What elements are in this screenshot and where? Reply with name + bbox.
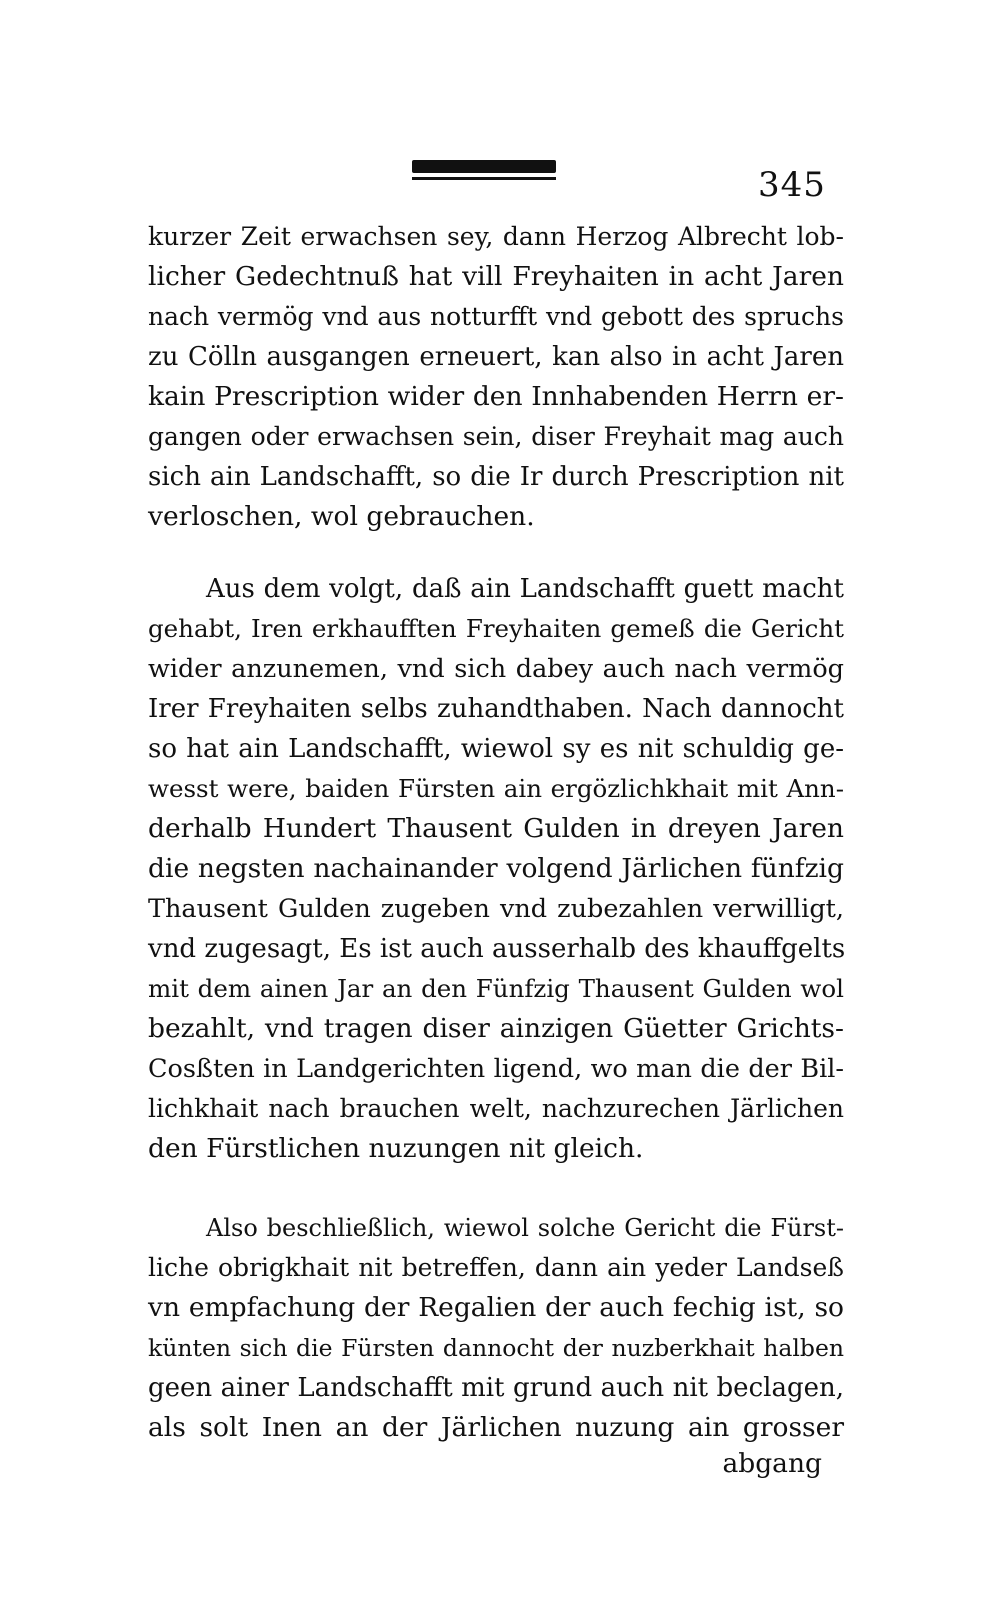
- text-line: geen ainer Landschafft mit grund auch nit beclagen,: [148, 1373, 844, 1403]
- text-line: sich ain Landschafft, so die Ir durch Prescription nit: [148, 462, 844, 492]
- text-line: nach vermög vnd aus notturfft vnd gebott des spruchs: [148, 302, 844, 331]
- text-line: Thausent Gulden zugeben vnd zubezahlen verwilligt,: [148, 894, 844, 924]
- text-line: als solt Inen an der Järlichen nuzung ain grosser: [148, 1412, 844, 1443]
- text-line: Aus dem volgt, daß ain Landschafft guett macht: [206, 574, 844, 604]
- paragraph-1: [148, 217, 844, 537]
- text-line: Cosßten in Landgerichten ligend, wo man die der Bil-: [148, 1054, 844, 1084]
- text-line: vnd zugesagt, Es ist auch ausserhalb des khauffgelts: [148, 934, 846, 964]
- page-number: 345: [758, 165, 826, 205]
- paragraph-2: [148, 569, 844, 1169]
- text-line: den Fürstlichen nuzungen nit gleich.: [148, 1133, 644, 1164]
- text-line: mit dem ainen Jar an den Fünfzig Thausent Gulden wol: [148, 974, 844, 1003]
- text-line: gehabt, Iren erkhaufften Freyhaiten gemeß die Gericht: [148, 614, 844, 643]
- text-line: gangen oder erwachsen sein, diser Freyhait mag auch: [148, 422, 844, 451]
- text-line: bezahlt, vnd tragen diser ainzigen Güetter Grichts-: [148, 1013, 844, 1044]
- text-line: künten sich die Fürsten dannocht der nuzberkhait halben: [148, 1334, 844, 1362]
- text-line: verloschen, wol gebrauchen.: [148, 501, 535, 532]
- catchword: abgang: [722, 1448, 822, 1479]
- text-line: zu Cölln ausgangen erneuert, kan also in acht Jaren: [148, 342, 844, 372]
- text-line: kurzer Zeit erwachsen sey, dann Herzog Albrecht lob-: [148, 222, 844, 251]
- text-line: licher Gedechtnuß hat vill Freyhaiten in acht Jaren: [148, 261, 844, 292]
- text-line: wider anzunemen, vnd sich dabey auch nach vermög: [148, 654, 844, 684]
- header-rule-thin: [412, 177, 556, 180]
- text-line: vn empfachung der Regalien der auch fechig ist, so: [148, 1292, 844, 1323]
- text-line: Also beschließlich, wiewol solche Gericht die Fürst-: [206, 1214, 844, 1242]
- header-rule-thick: [412, 160, 556, 173]
- text-line: kain Prescription wider den Innhabenden Herrn er-: [148, 381, 844, 412]
- text-line: lichkhait nach brauchen welt, nachzurechen Järlichen: [148, 1094, 844, 1123]
- paragraph-3: [148, 1208, 844, 1448]
- text-line: Irer Freyhaiten selbs zuhandthaben. Nach dannocht: [148, 694, 844, 724]
- header-rule: [412, 160, 556, 182]
- text-line: wesst were, baiden Fürsten ain ergözlichkhait mit Ann-: [148, 774, 844, 803]
- text-line: die negsten nachainander volgend Järlichen fünfzig: [148, 853, 844, 884]
- text-line: derhalb Hundert Thausent Gulden in dreyen Jaren: [148, 813, 844, 844]
- text-line: liche obrigkhait nit betreffen, dann ain yeder Landseß: [148, 1253, 844, 1282]
- text-line: so hat ain Landschafft, wiewol sy es nit schuldig ge-: [148, 734, 844, 764]
